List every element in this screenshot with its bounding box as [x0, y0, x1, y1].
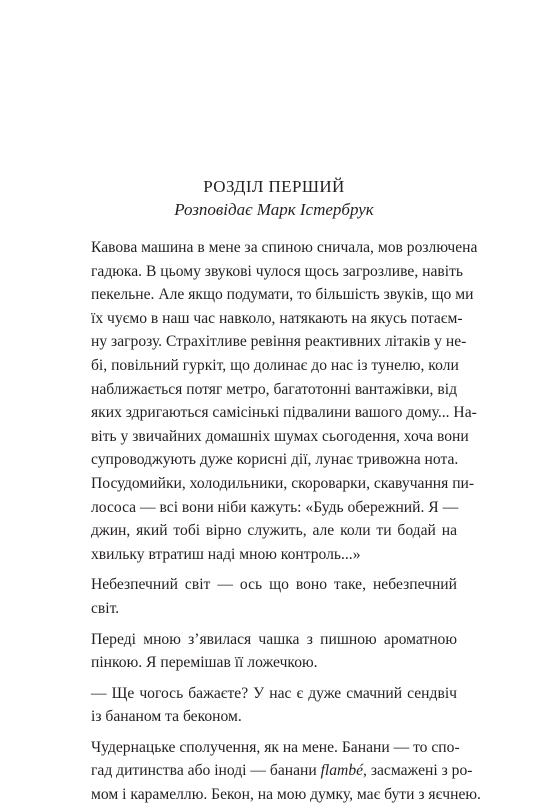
text-line: світ. — [91, 599, 120, 617]
text-line: мом і карамеллю. Бекон, на мою думку, має бути з яєчнею. — [91, 786, 481, 804]
text-fragment: , засмажені з ро- — [363, 762, 473, 780]
text-line: гадюка. В цьому звукові чулося щось загрозливе, навіть — [91, 262, 464, 280]
paragraph-2 — [91, 573, 457, 620]
text-line: бі, повільний гуркіт, що долинає до нас із тунелю, коли — [91, 356, 459, 374]
text-line: пекельне. Але якщо подумати, то більшість звуків, що ми — [91, 286, 474, 304]
flambe-italic: flambé — [320, 762, 364, 780]
text-line: віть у звичайних домашніх шумах сьогодення, хоча вони — [91, 427, 469, 445]
body-text — [91, 236, 481, 807]
chapter-subtitle: Розповідає Марк Істербрук — [174, 200, 374, 219]
text-line: джин, який тобі вірно служить, але коли ти бодай на — [91, 522, 457, 540]
paragraph-4 — [91, 682, 457, 729]
text-line: — Ще чогось бажаєте? У нас є дуже смачний сендвіч — [91, 684, 457, 702]
text-line: Небезпечний світ — ось що воно таке, небезпечний — [91, 576, 457, 594]
text-line: їх чуємо в наш час навколо, натякають на якусь потаєм- — [91, 309, 463, 327]
text-line: ну загрозу. Страхітливе ревіння реактивних літаків у не- — [91, 333, 467, 351]
text-line: хвильку втратиш наді мною контроль...» — [91, 545, 361, 563]
chapter-title: РОЗДІЛ ПЕРШИЙ — [203, 177, 345, 196]
text-line — [91, 759, 473, 783]
text-line: із бананом та беконом. — [91, 708, 242, 726]
paragraph-1 — [91, 236, 478, 566]
text-line: пінкою. Я перемішав її ложечкою. — [91, 654, 318, 672]
text-line: Посудомийки, холодильники, скороварки, скавучання пи- — [91, 474, 475, 492]
paragraph-3 — [91, 628, 457, 675]
text-line: наближається потяг метро, багатотонні вантажівки, від — [91, 380, 457, 398]
text-line: Кавова машина в мене за спиною сничала, мов розлючена — [91, 239, 478, 256]
text-line: лососа — всі вони ніби кажуть: «Будь обережний. Я — — [91, 498, 459, 516]
text-line: яких здригаються самісінькі підвалини вашого дому... На- — [91, 404, 477, 422]
text-line: Переді мною з’явилася чашка з пишною ароматною — [91, 630, 457, 648]
text-line: Чудернацьке сполучення, як на мене. Банани — то спо- — [91, 738, 460, 756]
paragraph-5 — [91, 736, 481, 807]
text-line: супроводжують дуже корисні дії, лунає тривожна нота. — [91, 451, 459, 469]
text-fragment: гад дитинства або іноді — банани — [91, 762, 321, 780]
